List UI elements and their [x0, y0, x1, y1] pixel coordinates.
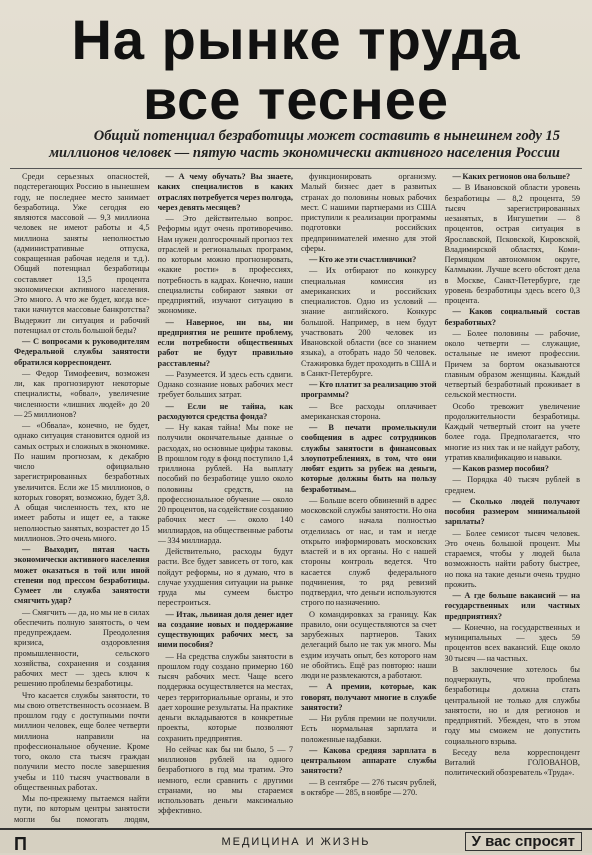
text-column-3: [301, 172, 437, 826]
question-paragraph: — Каков размер пособия?: [452, 464, 549, 473]
text-paragraph: Действительно, расходы будут расти. Все будет зависеть от того, как пойдут реформы, но я думаю, что в случае ухудшения ситуации на рынке труда мы сумеем быстро перестроиться.: [157, 547, 293, 608]
text-paragraph: — Их отбирают по конкурсу специальная комиссия из американских и российских специалистов. Одно из условий — знание английского. Конкурс большой. Например, в нем будут участвовать 200 человек из Ивановской области (все со знанием языка), а отобрать надо 50 человек. Стажировка будет проходить в США и в Санкт-Петербурге.: [301, 266, 437, 378]
text-paragraph: функционировать организму. Малый бизнес дает в развитых странах до половины новых рабочих мест. С нашими партнерами из США приступили к реализации программы подготовки российских предпринимателей именно для этой сферы.: [301, 172, 437, 253]
text-paragraph: Мы по-прежнему пытаемся найти пути, по которым центры занятости могли бы помогать людям,: [14, 794, 150, 824]
text-paragraph: — Смягчить — да, но мы не в силах обеспечить полную занятость, о чем предупреждаем. Преодоления кризиса, оздоровления промышленности, сельского хозяйства, сохранения и создания рабочих мест — здесь ключ к решению проблемы безработицы.: [14, 607, 150, 689]
text-paragraph: — Разумеется. И здесь есть сдвиги. Однако сознание новых рабочих мест требует больших затрат.: [157, 369, 293, 400]
text-paragraph: — В сентябре — 276 тысяч рублей, в октябре — 285, в ноябре — 270.: [301, 777, 437, 797]
text-paragraph: Что касается службы занятости, то мы свою ответственность осознаем. В прошлом году с доступными почти миллион человек, еще более четверти миллиона направили на профессиональное обучение. Кроме того, около ста тысяч граждан получили место после завершения учебы и 110 тысяч участвовали в общественных работах.: [14, 690, 150, 792]
question-paragraph: — В печати промелькнули сообщения в адрес сотрудников службы занятости в финансовых злоупотреблениях, в том, что они любят ездить за рубеж на деньги, которые должны быть на пользу безработным...: [301, 423, 437, 494]
text-paragraph: Среди серьезных опасностей, подстерегающих Россию в нынешнем году, не последнее место занимает безработица. Уже сегодня ею являются массовой — 9,3 миллиона человек не имеют работы и 4,5 миллиона заняты неполностью (административные отпуска, сокращенная рабочая неделя и т.д.). Общий потенциал безработицы составляет 13,5 процента экономически активного населения. Это много. А что же будет, когда все-таки начнутся массовые банкротства? Выдержит ли ситуация и рабочий потенциал от столь большой беды?: [14, 172, 150, 335]
question-paragraph: — Сколько людей получают пособия размером минимальной зарплаты?: [444, 496, 580, 527]
section-rubric: МЕДИЦИНА И ЖИЗНЬ: [221, 836, 371, 848]
text-paragraph: Особо тревожит увеличение продолжительности безработицы. Каждый четвертый стоит на учете более года. Предполагается, что многие из них так и не найдут работу, утратив квалификацию и навыки.: [444, 401, 580, 462]
question-paragraph: — А где больше вакансий — на государственных или частных предприятиях?: [444, 591, 580, 621]
question-paragraph: — Итак, львиная доля денег идет на создание новых и поддержание существующих рабочих мест, за ними пособия?: [157, 609, 293, 650]
text-paragraph: — Это действительно вопрос. Реформы идут очень противоречиво. Нам нужен долгосрочный прогноз тех отраслей и региональных программ, по которым можно прогнозировать, «какие рости» в профессиях, потребность в кадрах. Конечно, наши специалисты собирают заявки от предприятий, изучают ситуацию в экономике.: [157, 214, 293, 316]
text-paragraph: Но сейчас как бы ни было, 5 — 7 миллионов рублей на одного безработного в год мы тратим. Это немного, если сравнить с другими странами, но мы стараемся использовать деньги максимально эффективно.: [157, 744, 293, 816]
text-paragraph: — Более семисот тысяч человек. Это очень большой процент. Мы стараемся, чтобы у людей была возможность найти работу быстрее, но пока на такие деньги очень трудно прожить.: [444, 528, 580, 589]
question-paragraph: — Кто платит за реализацию этой программы?: [301, 380, 437, 400]
next-headline-box: У вас спросят: [465, 832, 582, 851]
question-paragraph: — Какова средняя зарплата в центральном аппарате службы занятости?: [301, 745, 437, 776]
text-column-1: [14, 172, 150, 826]
text-paragraph: — Все расходы оплачивает американская сторона.: [301, 401, 437, 421]
question-paragraph: — Наверное, ни вы, ни предприятия не решите проблему, если потребности общественных работ не будут правильно расставлены?: [157, 317, 293, 368]
text-paragraph: — «Обвала», конечно, не будет, однако ситуация становится одной из самых острых и сложных в экономике. По нашим прогнозам, к декабрю число официально зарегистрированных безработных увеличится. Если же 15 миллионов, о которых говорят, возможно, будет 3,8. А общая численность тех, кто не имеет работы и ищет ее, а также неполностью занятых, возрастет до 15 миллионов. Это очень много.: [14, 421, 150, 543]
text-paragraph: — Федор Тимофеевич, возможен ли, как прогнозируют некоторые специалисты, «обвал», увеличение численности «лишних людей» до 20 — 25 миллионов?: [14, 368, 150, 419]
question-paragraph: — Если не тайна, как расходуются средства фонда?: [157, 401, 293, 421]
question-paragraph: — Кто же эти счастливчики?: [309, 255, 417, 264]
question-paragraph: — Каких регионов она больше?: [452, 172, 571, 181]
headline-line-1: На рынке труда: [71, 8, 521, 71]
text-paragraph: — Ни рубля премии не получили. Есть нормальная зарплата и положенные надбавки.: [301, 714, 437, 744]
divider: [10, 168, 582, 169]
question-paragraph: — А премии, которые, как говорят, получают многие в службе занятости?: [301, 682, 437, 712]
question-paragraph: — А чему обучать? Вы знаете, каких специалистов в каких отраслях потребуется через полгода, через девять месяцев?: [157, 172, 293, 212]
text-paragraph: О командировках за границу. Как правило, они осуществляются за счет зарубежных партнеров. Таких делегаций было не так уж много. Мы ездим изучать опыт, без которого нам не обойтись. Ещё раз повторю: наши люди не развлекаются, а работают.: [301, 609, 437, 680]
text-paragraph: Беседу вела корреспондент Виталий ГОЛОВАНОВ, политический обозреватель «Труда».: [444, 747, 580, 778]
text-column-4: [445, 172, 581, 826]
question-paragraph: — Каков социальный состав безработных?: [444, 307, 580, 327]
text-paragraph: — На средства службы занятости в прошлом году создано примерно 160 тысяч рабочих мест. Чаще всего поддержка осуществляется на местах, через территориальные органы, и это дает хорошие результаты. На практике деньги вкладываются в конкретные проекты, которые позволяют сохранить предприятия.: [157, 651, 293, 743]
text-paragraph: — Более половины — рабочие, около четверти — служащие, остальные не имеют профессии. Причем за бортом оказываются главным образом женщины. Каждый четвертый безработный проживает в сельской местности.: [444, 328, 580, 400]
article-lead: Общий потенциал безработицы может составить в нынешнем году 15 миллионов человек — пятую часть экономически активного населения России: [49, 128, 560, 162]
text-paragraph: — Больше всего обвинений в адрес московской службы занятости. Но она с самого начала полностью отделилась от нас, и там и негде открыто информировать московских властей и в их органы. Но с нашей стороны контроль ведется. Что касается служб федерального подчинения, то ряд ревизий подтвердил, что деньги используются строго по назначению.: [301, 495, 437, 608]
page-footer: [0, 828, 592, 855]
question-paragraph: — С вопросами к руководителям Федеральной службы занятости обратился корреспондент.: [14, 337, 150, 367]
text-paragraph: — В Ивановской области уровень безработицы — 8,2 процента, 59 тысяч зарегистрированных незанятых, в Ингушетии — 8 процентов, острая ситуация в Ярославской, Псковской, Кировской, Владимирской областях, Коми-Пермяцком автономном округе, Калмыкии. Лучше всего обстоят дела в Москве, Санкт-Петербурге, где уровень безработицы здесь всего 0,3 процента.: [444, 183, 580, 305]
next-article-initial: П: [14, 834, 27, 854]
headline-line-2: все теснее: [143, 68, 449, 131]
text-paragraph: — Конечно, на государственных и муниципальных — здесь 59 процентов всех вакансий. Еще около 30 тысяч — на частных.: [444, 622, 580, 663]
article-body: [14, 172, 580, 826]
text-paragraph: — Порядка 40 тысяч рублей в среднем.: [444, 475, 580, 495]
text-column-2: [158, 172, 294, 826]
text-paragraph: В заключение хотелось бы подчеркнуть, что проблема безработицы должна стать центральной не только для службы занятости, но и для регионов и предприятий. Убежден, что в этом году мы сможем не допустить социального взрыва.: [444, 664, 580, 746]
text-paragraph: — Ну какая тайна! Мы поке не получили окончательные данные о расходах, но основные цифры таковы. В прошлом году в фонд поступило 1,4 триллиона рублей. На выплату пособий по безработице ушло около половины средств, на профессиональное обучение — около 20 процентов, на содействие созданию рабочих мест — около 140 миллиардов, на общественные работы — 334 миллиарда.: [157, 423, 293, 545]
question-paragraph: — Выходит, пятая часть экономически активного населения может оказаться в той или иной степени под прессом безработицы. Сумеет ли служба занятости смягчить удар?: [14, 545, 150, 606]
